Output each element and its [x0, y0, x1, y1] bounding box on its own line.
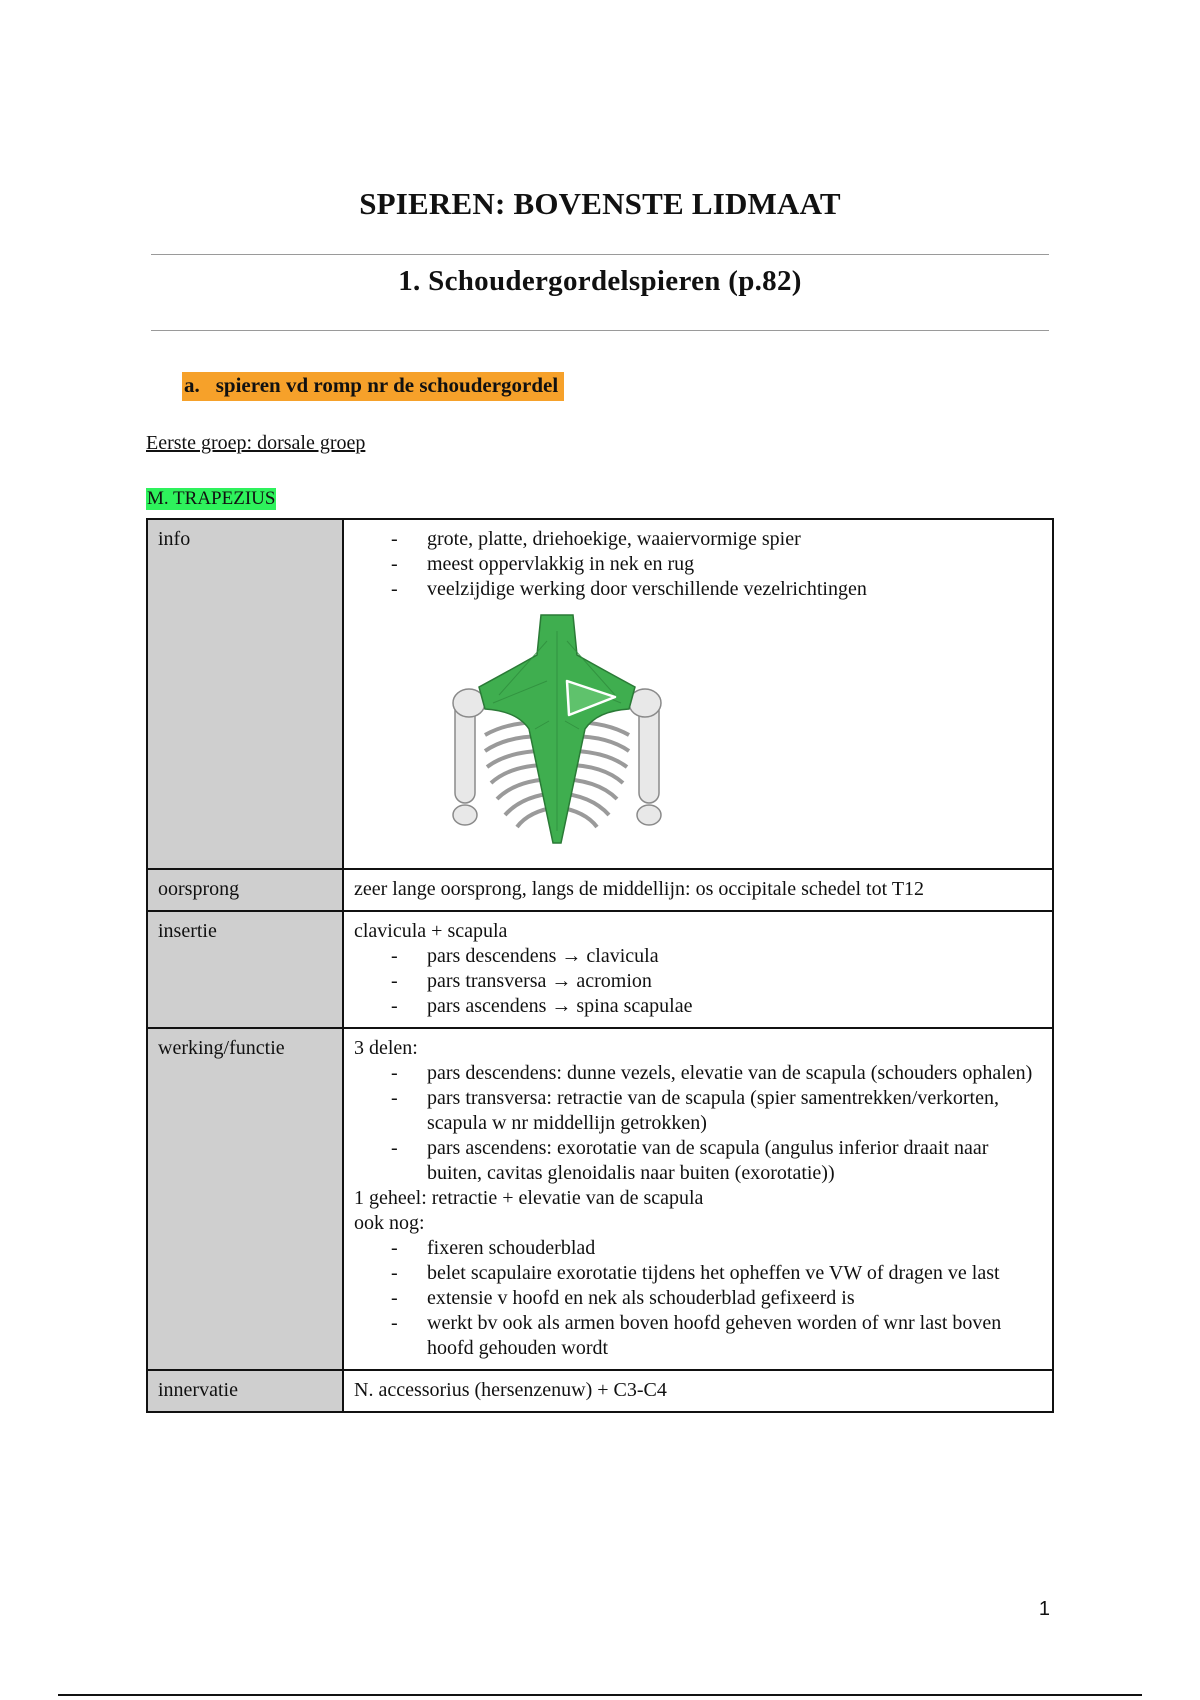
image-wrapper	[354, 602, 1042, 860]
page-number: 1	[1038, 1598, 1050, 1620]
werking-intro: 3 delen:	[354, 1037, 418, 1059]
list-item: - fixeren schouderblad	[354, 1236, 1042, 1261]
list-item: - extensie v hoofd en nek als schouderblad gefixeerd is	[354, 1286, 1042, 1311]
title-divider-top	[151, 254, 1049, 255]
subsection-heading	[182, 372, 564, 401]
subsection-marker: a.	[184, 373, 200, 397]
muscle-name: M. TRAPEZIUS	[147, 488, 276, 509]
group-label: Eerste groep: dorsale groep	[146, 432, 366, 454]
list-item: - pars descendens: dunne vezels, elevatie van de scapula (schouders ophalen)	[354, 1061, 1042, 1086]
row-label: werking/functie	[147, 1028, 343, 1370]
trapezius-muscle-illustration-icon	[439, 611, 675, 847]
muscle-info-table	[146, 518, 1054, 1413]
table-row-insertie	[147, 911, 1053, 1028]
list-item: - pars descendens → clavicula	[354, 944, 1042, 969]
page-title: SPIEREN: BOVENSTE LIDMAAT	[359, 186, 841, 221]
section-title: 1. Schoudergordelspieren (p.82)	[398, 265, 802, 297]
row-label: oorsprong	[147, 869, 343, 911]
row-label: insertie	[147, 911, 343, 1028]
title-divider-bottom	[151, 330, 1049, 331]
list-item: - pars transversa → acromion	[354, 969, 1042, 994]
list-item: - veelzijdige werking door verschillende vezelrichtingen	[354, 577, 1042, 602]
list-item: - pars ascendens → spina scapulae	[354, 994, 1042, 1019]
row-label: innervatie	[147, 1370, 343, 1412]
table-row-werking	[147, 1028, 1053, 1370]
list-item: - meest oppervlakkig in nek en rug	[354, 552, 1042, 577]
insertie-bullets	[354, 944, 1042, 1019]
row-content: N. accessorius (hersenzenuw) + C3-C4	[343, 1370, 1053, 1412]
list-item: - werkt bv ook als armen boven hoofd geheven worden of wnr last boven hoofd gehouden wordt	[354, 1311, 1042, 1361]
table-row-innervatie	[147, 1370, 1053, 1412]
table-row-info	[147, 519, 1053, 869]
row-content	[343, 1028, 1053, 1370]
row-content	[343, 911, 1053, 1028]
row-label: info	[147, 519, 343, 869]
subsection-text: spieren vd romp nr de schoudergordel	[215, 373, 559, 397]
list-item: - pars ascendens: exorotatie van de scapula (angulus inferior draait naar buiten, cavitas glenoidalis naar buiten (exorotatie))	[354, 1136, 1042, 1186]
footer-divider	[58, 1694, 1142, 1696]
list-item: - belet scapulaire exorotatie tijdens het opheffen ve VW of dragen ve last	[354, 1261, 1042, 1286]
table-row-oorsprong	[147, 869, 1053, 911]
insertie-summary: clavicula + scapula	[354, 920, 508, 942]
list-item: - pars transversa: retractie van de scapula (spier samentrekken/verkorten, scapula w nr middellijn getrokken)	[354, 1086, 1042, 1136]
info-bullets	[354, 527, 1042, 602]
werking-ook-nog: ook nog:	[354, 1212, 425, 1234]
werking-extra-bullets	[354, 1236, 1042, 1361]
werking-geheel: 1 geheel: retractie + elevatie van de scapula	[354, 1187, 704, 1209]
row-content	[343, 519, 1053, 869]
werking-bullets	[354, 1061, 1042, 1186]
list-item: - grote, platte, driehoekige, waaiervormige spier	[354, 527, 1042, 552]
row-content: zeer lange oorsprong, langs de middellijn: os occipitale schedel tot T12	[343, 869, 1053, 911]
